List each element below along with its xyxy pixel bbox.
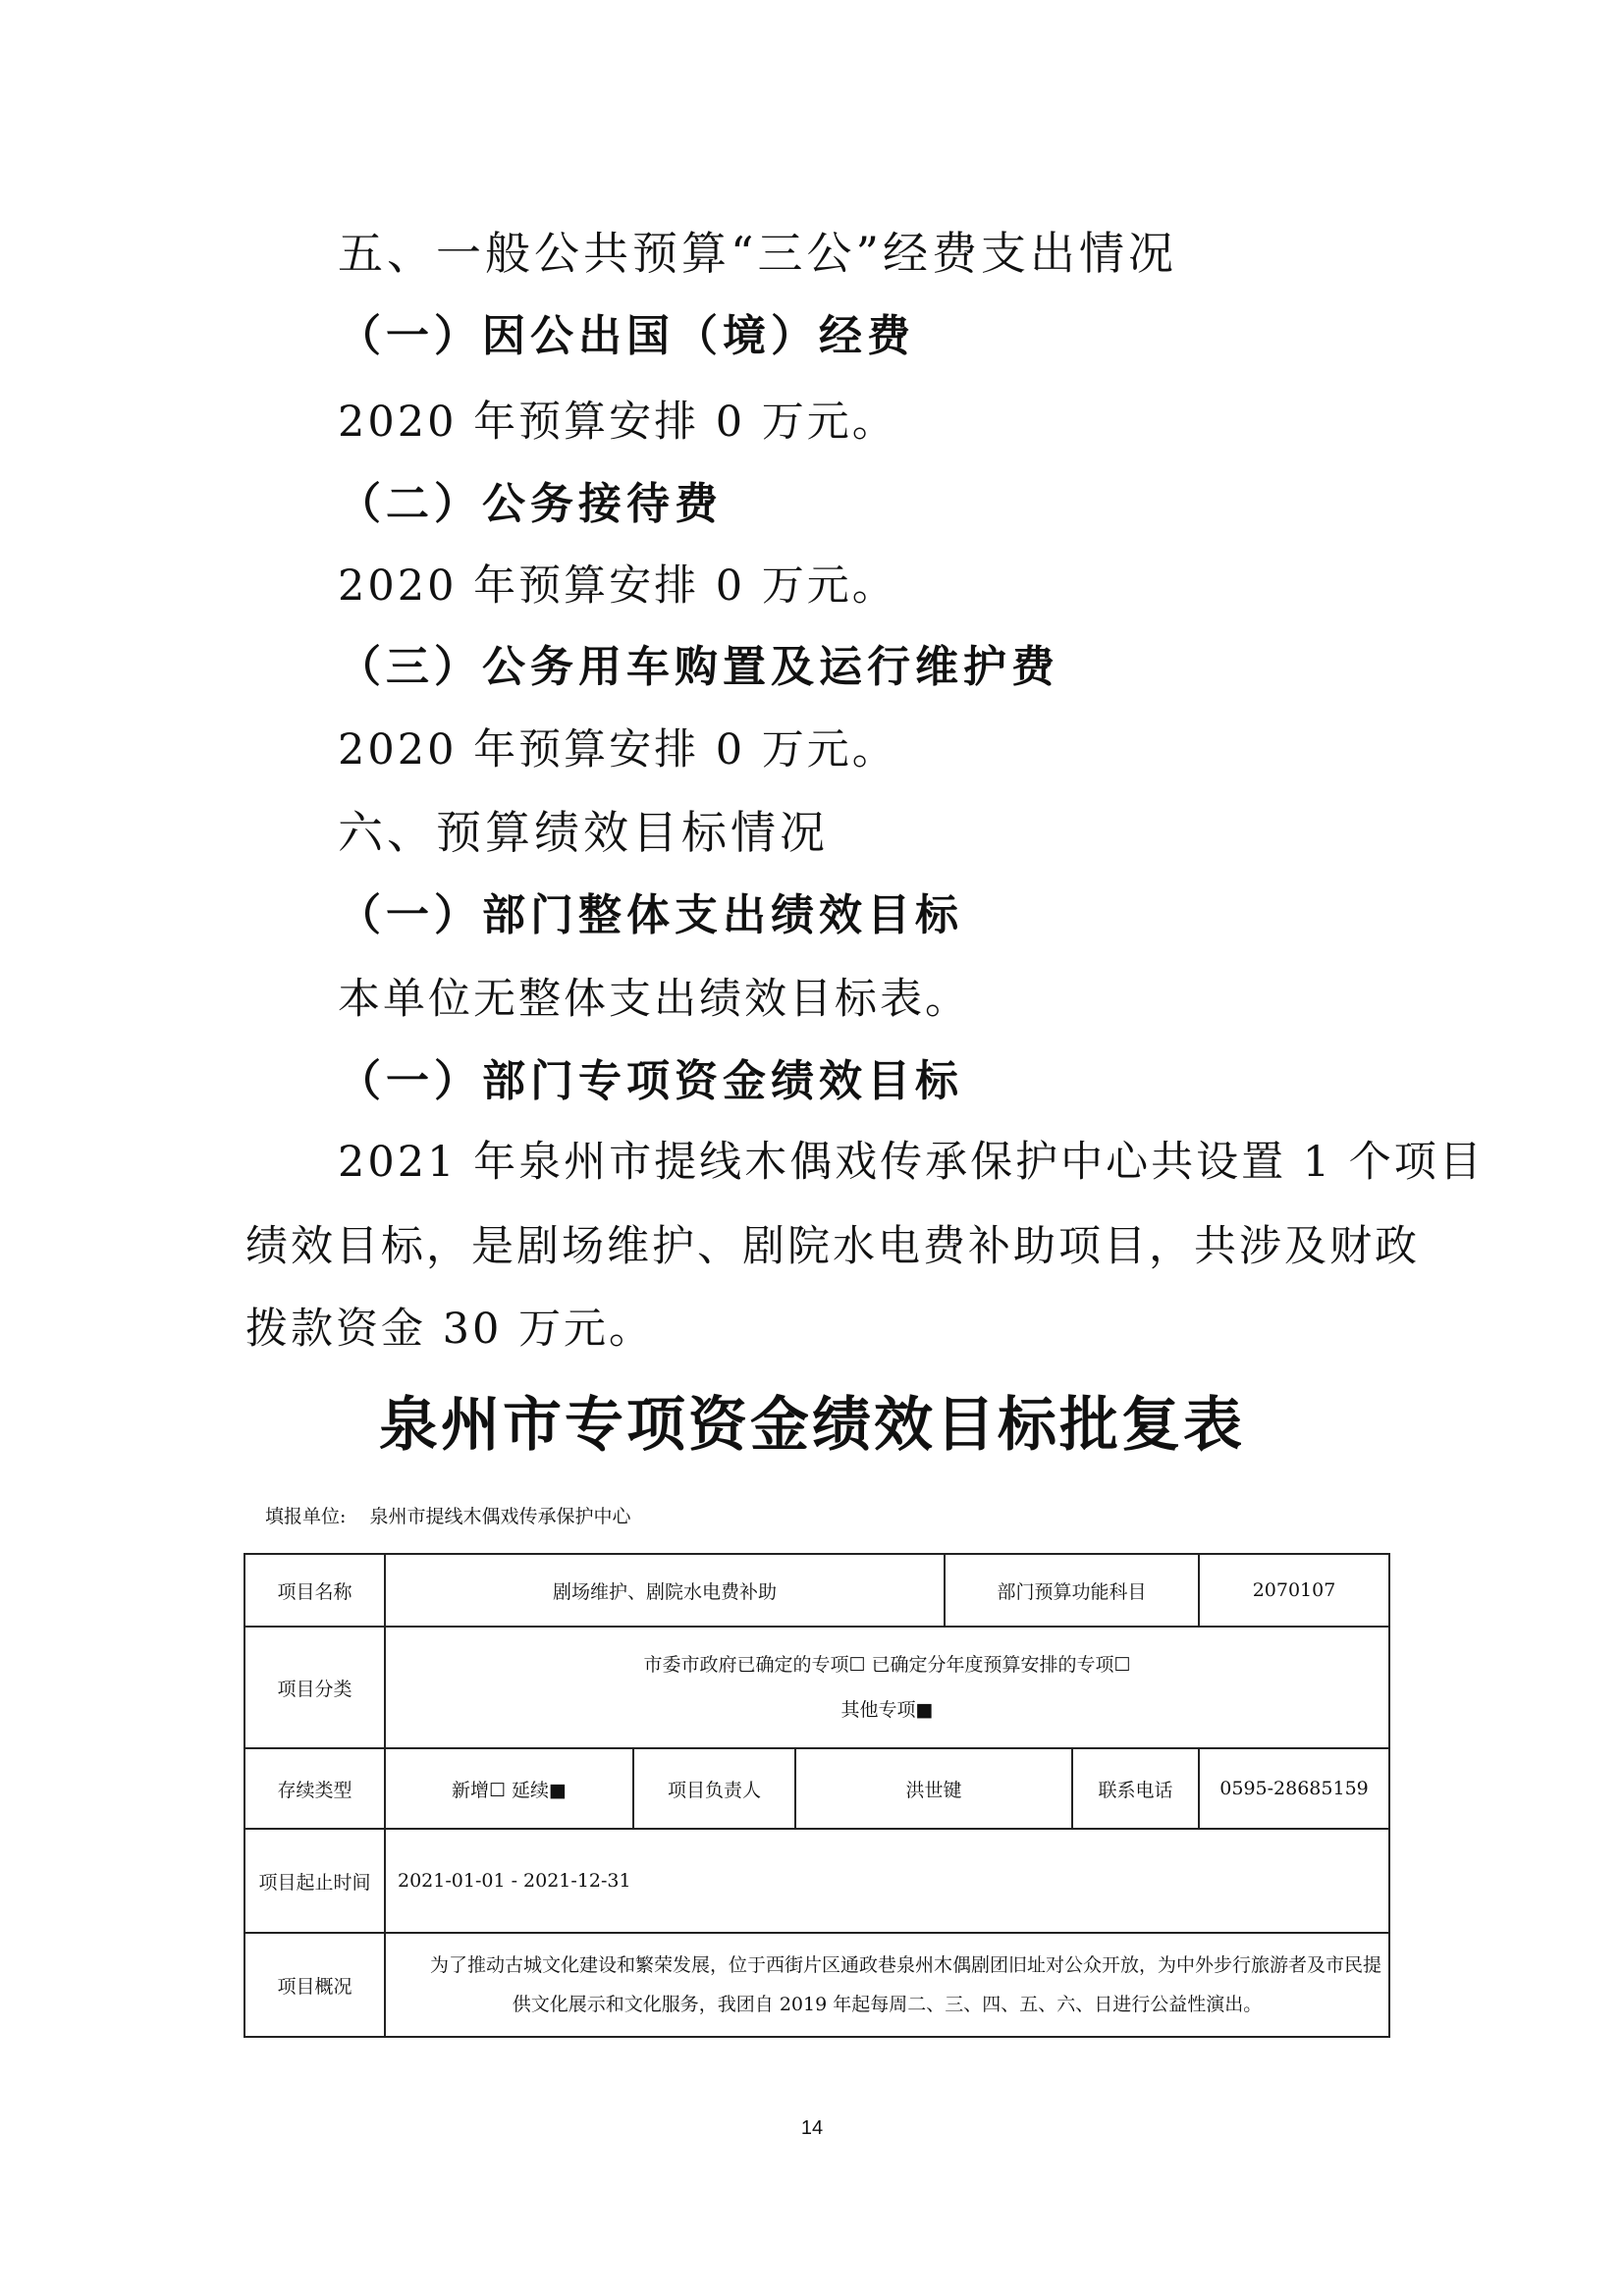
overview-label: 项目概况 bbox=[244, 1933, 385, 2037]
category-label: 项目分类 bbox=[244, 1627, 385, 1748]
category-line1: 市委市政府已确定的专项☐ 已确定分年度预算安排的专项☐ bbox=[643, 1654, 1131, 1676]
fill-unit-label: 填报单位: bbox=[265, 1506, 347, 1527]
section-5-2-heading: （二）公务接待费 bbox=[338, 479, 723, 529]
table-row bbox=[244, 1748, 1389, 1829]
phone-value: 0595-28685159 bbox=[1199, 1748, 1389, 1829]
section-5-3-text: 2020 年预算安排 0 万元。 bbox=[338, 725, 897, 774]
project-name-value: 剧场维护、剧院水电费补助 bbox=[385, 1554, 945, 1627]
table-row bbox=[244, 1829, 1389, 1933]
period-label: 项目起止时间 bbox=[244, 1829, 385, 1933]
table-row bbox=[244, 1627, 1389, 1748]
table-row bbox=[244, 1554, 1389, 1627]
period-value: 2021-01-01 - 2021-12-31 bbox=[385, 1829, 1389, 1933]
overview-value: 为了推动古城文化建设和繁荣发展，位于西街片区通政巷泉州木偶剧团旧址对公众开放，为中外步行旅游者及市民提供文化展示和文化服务，我团自 2019 年起每周二、三、四、五、六、日进行公益性演出。 bbox=[385, 1933, 1389, 2037]
fill-unit bbox=[265, 1502, 648, 1528]
performance-target-table bbox=[244, 1553, 1390, 2038]
budget-subject-label: 部门预算功能科目 bbox=[945, 1554, 1199, 1627]
project-owner-label: 项目负责人 bbox=[633, 1748, 795, 1829]
page-number: 14 bbox=[800, 2117, 824, 2139]
section-6-2-paragraph-line2: 绩效目标，是剧场维护、剧院水电费补助项目，共涉及财政 bbox=[245, 1222, 1420, 1271]
continuation-type-label: 存续类型 bbox=[244, 1748, 385, 1829]
section-5-2-text: 2020 年预算安排 0 万元。 bbox=[338, 561, 897, 611]
section-6-1-text: 本单位无整体支出绩效目标表。 bbox=[338, 975, 970, 1024]
table-row bbox=[244, 1933, 1389, 2037]
section-5-1-text: 2020 年预算安排 0 万元。 bbox=[338, 398, 897, 447]
category-line2: 其他专项■ bbox=[840, 1699, 934, 1721]
section-6-2-heading: （一）部门专项资金绩效目标 bbox=[338, 1056, 963, 1106]
section-5-1-heading: （一）因公出国（境）经费 bbox=[338, 311, 915, 361]
form-title: 泉州市专项资金绩效目标批复表 bbox=[379, 1391, 1245, 1460]
category-value bbox=[385, 1627, 1389, 1748]
section-5-3-heading: （三）公务用车购置及运行维护费 bbox=[338, 642, 1059, 692]
project-owner-value: 洪世键 bbox=[795, 1748, 1072, 1829]
section-6-heading: 六、预算绩效目标情况 bbox=[338, 806, 829, 859]
project-name-label: 项目名称 bbox=[244, 1554, 385, 1627]
continuation-type-value: 新增☐ 延续■ bbox=[385, 1748, 633, 1829]
fill-unit-value: 泉州市提线木偶戏传承保护中心 bbox=[369, 1506, 631, 1527]
section-5-heading: 五、一般公共预算“三公”经费支出情况 bbox=[338, 227, 1178, 280]
budget-subject-value: 2070107 bbox=[1199, 1554, 1389, 1627]
phone-label: 联系电话 bbox=[1072, 1748, 1199, 1829]
section-6-2-paragraph-line3: 拨款资金 30 万元。 bbox=[245, 1305, 655, 1354]
section-6-1-heading: （一）部门整体支出绩效目标 bbox=[338, 890, 963, 940]
section-6-2-paragraph-line1: 2021 年泉州市提线木偶戏传承保护中心共设置 1 个项目 bbox=[338, 1138, 1485, 1187]
